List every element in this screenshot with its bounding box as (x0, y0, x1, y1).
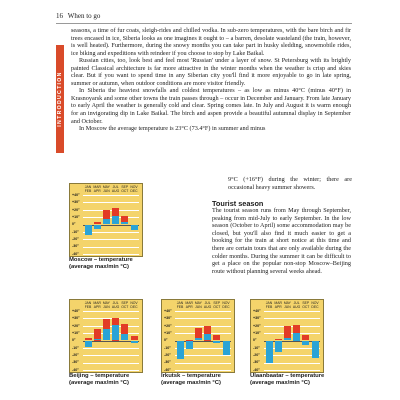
y-tick-label: -20° (72, 353, 79, 358)
y-tick-label: -30° (164, 360, 171, 365)
month-label: OCT (121, 304, 129, 309)
chart-subtitle: (average max/min °C) (161, 380, 221, 386)
grid-line (83, 217, 139, 218)
y-tick-label: +10° (253, 330, 261, 335)
month-label: JUL (204, 301, 211, 305)
y-tick-label: +10° (164, 330, 172, 335)
grid-line (83, 370, 139, 371)
y-tick-label: +20° (72, 323, 80, 328)
moscow-weather-continuation (228, 176, 352, 191)
bar-min-temp (112, 216, 119, 225)
month-label: SEP (121, 185, 129, 189)
month-label: JUN (284, 304, 291, 309)
month-label: NOV (311, 301, 319, 305)
y-tick-label: -20° (164, 353, 171, 358)
month-label: FEB (84, 304, 92, 309)
chart-subtitle: (average max/min °C) (250, 380, 310, 386)
side-tab-label: INTRODUCTION (57, 71, 63, 127)
grid-line (83, 254, 139, 255)
grid-line (175, 363, 231, 364)
month-label: AUG (111, 304, 120, 309)
month-label: OCT (121, 188, 129, 193)
month-label: JUN (103, 304, 110, 309)
tourist-season-heading: Tourist season (212, 199, 264, 208)
chart-caption (161, 373, 221, 387)
y-tick-label: -20° (253, 353, 260, 358)
month-label: JUN (195, 304, 202, 309)
bar-min-temp (186, 341, 193, 350)
y-tick-label: +30° (253, 316, 261, 321)
month-label: MAY (283, 301, 291, 305)
bar-min-temp (85, 341, 92, 348)
y-tick-label: -10° (164, 345, 171, 350)
month-label: JUL (293, 301, 300, 305)
grid-line (83, 195, 139, 196)
y-tick-label: +20° (164, 323, 172, 328)
bar-min-temp (85, 225, 92, 235)
paragraph-3: In Siberia the heaviest snowfalls and coldest temperatures – as low as minus 40°C (minus 40°F) in Krasnoyarsk and some other towns the train passes through – occur in December and January. From late January to early April the weather is generally cold and clear. Spring comes late. In July and August it is warm enough for an invigorating dip in Lake Baikal. The birch and aspen provide a beautiful autumnal display in September and October. (71, 87, 351, 125)
grid-line (83, 355, 139, 356)
grid-line (83, 239, 139, 240)
grid-line (83, 247, 139, 248)
month-label: APR (185, 304, 193, 309)
introduction-side-tab (56, 45, 64, 153)
grid-line (83, 348, 139, 349)
grid-line (264, 311, 320, 312)
month-label: AUG (111, 188, 120, 193)
bar-min-temp (121, 334, 128, 341)
month-label: DEC (222, 304, 230, 309)
bar-min-temp (177, 341, 184, 359)
y-tick-label: -10° (72, 229, 79, 234)
month-label: JUN (103, 188, 110, 193)
month-label: JAN (176, 301, 184, 305)
y-tick-label: +40° (72, 308, 80, 313)
month-label: MAR (93, 185, 101, 189)
month-label: FEB (176, 304, 184, 309)
month-label: JAN (84, 185, 92, 189)
y-tick-label: +10° (72, 214, 80, 219)
grid-line (175, 311, 231, 312)
month-label: NOV (222, 301, 230, 305)
month-label: DEC (311, 304, 319, 309)
chart-subtitle: (average max/min °C) (69, 380, 129, 386)
month-label: JAN (265, 301, 273, 305)
chart-subtitle: (average max/min °C) (69, 264, 129, 270)
tourist-season-text: The tourist season runs from May through September, peaking from mid-July to early September. In the low season (October to April) some accommodation may be closed, but you'll also find it much easier to get a booking for the train at short notice at this time and there are certain tours that are only available during the colder months. During the summer it can be difficult to get a place on the popular non-stop Moscow–Beijing route without planning several weeks ahead. (212, 207, 351, 275)
grid-line (83, 202, 139, 203)
chart-caption (69, 257, 133, 271)
month-label: MAR (93, 301, 101, 305)
y-tick-label: +10° (72, 330, 80, 335)
month-label: MAR (185, 301, 193, 305)
page-number: 16 (56, 12, 63, 20)
month-label: AUG (203, 304, 212, 309)
grid-line (175, 318, 231, 319)
grid-line (175, 333, 231, 334)
month-label: AUG (292, 304, 301, 309)
grid-line (264, 318, 320, 319)
y-tick-label: -40° (72, 251, 79, 256)
bar-min-temp (94, 339, 101, 340)
month-label: NOV (130, 301, 138, 305)
chart-title: Ulaanbaatar – temperature (250, 373, 325, 379)
month-label: DEC (130, 304, 138, 309)
y-tick-label: 0° (164, 338, 168, 343)
bar-min-temp (103, 219, 110, 224)
y-tick-label: +30° (72, 200, 80, 205)
bar-min-temp (204, 334, 211, 341)
bar-min-temp (223, 341, 230, 356)
bar-min-temp (195, 338, 202, 340)
paragraph-1: seasons, a time of fur coats, sleigh-rides and chilled vodka. In sub-zero temperatures, with the bare birch and fir trees encased in ice, Siberia looks as one imagines it ought to – a barren, desolate wasteland (the train, however, is well heated). Furthermore, during the snowy months you can take part in husky sledding, snowmobile rides, ice biking and expeditions with reindeer if you choose to stop by Lake Baikal. (71, 27, 351, 57)
bar-min-temp (302, 341, 309, 345)
bar-min-temp (275, 341, 282, 352)
y-tick-label: +30° (164, 316, 172, 321)
bar-min-temp (266, 341, 273, 363)
paragraph-2: Russian cities, too, look best and feel most 'Russian' under a layer of snow. St Petersburg with its brightly painted Classical architecture is far more attractive in the winter months when the weather is crisp and skies clear. But if you want to spend time in any Siberian city you'll find it more enjoyable to go in late spring, summer or autumn, when outdoor conditions are more visitor friendly. (71, 57, 351, 87)
bar-min-temp (94, 225, 101, 229)
grid-line (175, 370, 231, 371)
book-page (56, 11, 352, 393)
chart-caption (250, 373, 324, 387)
bar-min-temp (103, 329, 110, 341)
chart-plot-area (161, 299, 235, 373)
month-label: MAY (102, 301, 110, 305)
y-tick-label: +30° (72, 316, 80, 321)
chart-plot-area (250, 299, 324, 373)
month-label: SEP (121, 301, 129, 305)
y-tick-label: -40° (164, 367, 171, 372)
month-label: JUL (112, 301, 119, 305)
month-label: APR (274, 304, 282, 309)
y-tick-label: 0° (72, 222, 76, 227)
continuation-text: 9°C (+16°F) during the winter; there are occasional heavy summer showers. (228, 176, 352, 191)
y-tick-label: -10° (72, 345, 79, 350)
grid-line (83, 363, 139, 364)
bar-min-temp (312, 341, 319, 359)
grid-line (83, 318, 139, 319)
page-header (56, 11, 352, 24)
chart-caption (69, 373, 129, 387)
bar-min-temp (131, 225, 138, 231)
y-tick-label: +40° (72, 192, 80, 197)
bar-min-temp (112, 325, 119, 340)
y-tick-label: -30° (253, 360, 260, 365)
month-label: OCT (302, 304, 310, 309)
y-tick-label: -20° (72, 237, 79, 242)
month-label: JAN (84, 301, 92, 305)
month-label: SEP (213, 301, 221, 305)
month-label: SEP (302, 301, 310, 305)
y-tick-label: 0° (253, 338, 257, 343)
month-label: FEB (265, 304, 273, 309)
bar-min-temp (121, 222, 128, 224)
y-tick-label: 0° (72, 338, 76, 343)
chart-title: Beijing – temperature (69, 373, 130, 379)
chart-title: Irkutsk – temperature (161, 373, 221, 379)
chart-plot-area (69, 299, 143, 373)
grid-line (175, 326, 231, 327)
chart-plot-area (69, 183, 143, 257)
y-tick-label: +20° (72, 207, 80, 212)
y-tick-label: -30° (72, 360, 79, 365)
y-tick-label: -40° (253, 367, 260, 372)
month-label: MAY (102, 185, 110, 189)
grid-line (83, 210, 139, 211)
intro-body (71, 27, 351, 133)
y-tick-label: +20° (253, 323, 261, 328)
paragraph-4: In Moscow the average temperature is 23°C (73.4°F) in summer and minus (79, 125, 266, 133)
y-tick-label: -40° (72, 367, 79, 372)
month-label: APR (93, 188, 101, 193)
month-label: JUL (112, 185, 119, 189)
bar-min-temp (213, 341, 220, 344)
y-tick-label: +40° (164, 308, 172, 313)
y-tick-label: -30° (72, 244, 79, 249)
grid-line (264, 363, 320, 364)
month-label: NOV (130, 185, 138, 189)
month-label: MAR (274, 301, 282, 305)
month-label: FEB (84, 188, 92, 193)
bar-min-temp (293, 333, 300, 340)
grid-line (264, 370, 320, 371)
grid-line (264, 326, 320, 327)
month-label: OCT (213, 304, 221, 309)
y-tick-label: +40° (253, 308, 261, 313)
grid-line (83, 326, 139, 327)
month-label: APR (93, 304, 101, 309)
y-tick-label: -10° (253, 345, 260, 350)
bar-min-temp (284, 338, 291, 340)
month-label: MAY (194, 301, 202, 305)
grid-line (83, 311, 139, 312)
tourist-season-body (212, 207, 351, 275)
grid-line (83, 333, 139, 334)
month-label: DEC (130, 188, 138, 193)
section-title: When to go (67, 12, 101, 20)
grid-line (264, 333, 320, 334)
bar-min-temp (131, 341, 138, 344)
chart-title: Moscow – temperature (69, 257, 133, 263)
